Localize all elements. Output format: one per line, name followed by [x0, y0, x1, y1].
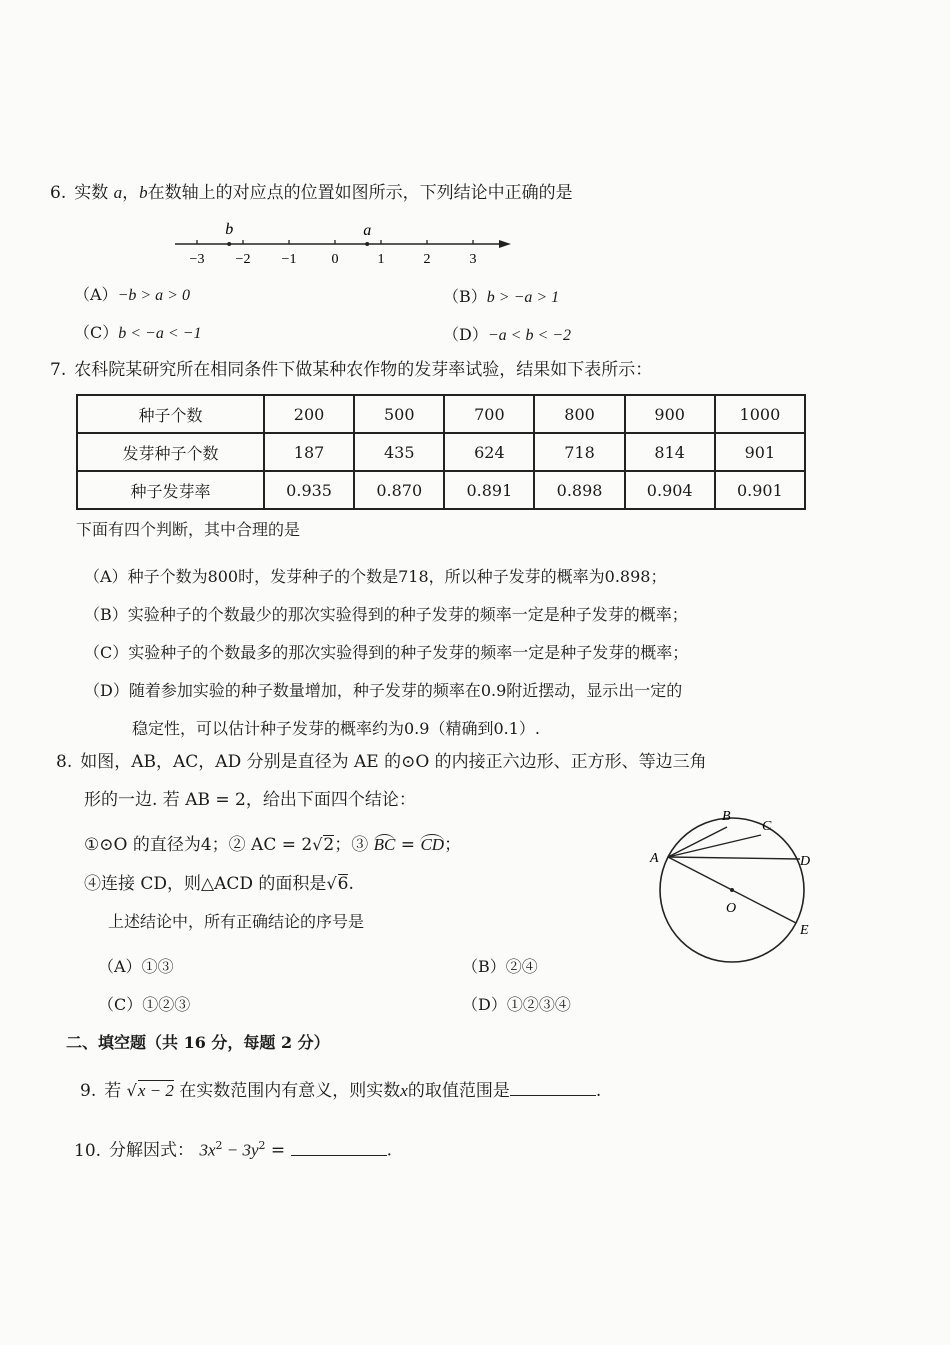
- q7-option-d[interactable]: （D）随着参加实验的种子数量增加，种子发芽的频率在0.9附近摆动，显示出一定的: [84, 681, 683, 700]
- table-cell: 1000: [715, 395, 805, 433]
- table-cell: 500: [354, 395, 444, 433]
- q6-option-b[interactable]: （B）b > −a > 1: [443, 287, 560, 306]
- q7-option-b[interactable]: （B）实验种子的个数最少的那次实验得到的种子发芽的频率一定是种子发芽的概率；: [84, 605, 688, 624]
- label-b: B: [722, 809, 731, 824]
- tick-label: 3: [469, 252, 477, 267]
- table-cell: 900: [625, 395, 715, 433]
- table-cell: 0.904: [625, 471, 715, 509]
- q9-answer-blank[interactable]: [510, 1095, 596, 1096]
- label-d: D: [800, 854, 811, 869]
- table-cell: 0.901: [715, 471, 805, 509]
- tick-label: 2: [423, 252, 431, 267]
- q8-option-b[interactable]: （B）②④: [462, 957, 538, 976]
- tick-label: 1: [377, 252, 385, 267]
- tick-label: 0: [331, 252, 339, 267]
- q8-option-a[interactable]: （A）①③: [98, 957, 174, 976]
- axis-arrow: [499, 240, 511, 248]
- row-header: 种子发芽率: [77, 471, 264, 509]
- label-e: E: [800, 923, 809, 938]
- q6-option-c[interactable]: （C）b < −a < −1: [74, 323, 202, 342]
- q8-option-c[interactable]: （C）①②③: [98, 995, 191, 1014]
- center-dot: [730, 888, 734, 892]
- chord-ad: [668, 857, 800, 859]
- q8-stem-line2: 形的一边. 若 AB = 2，给出下面四个结论：: [84, 790, 416, 810]
- q9-stem: 9. 若 √x − 2 在实数范围内有意义，则实数x的取值范围是 .: [80, 1081, 602, 1101]
- label-c: C: [762, 819, 772, 834]
- label-o: O: [726, 901, 737, 916]
- q6-number-line: [165, 215, 520, 270]
- table-cell: 200: [264, 395, 354, 433]
- table-cell: 800: [534, 395, 624, 433]
- table-row: [77, 471, 805, 509]
- q10-stem: 10. 分解因式： $3x^2 - 3y^2$ = .: [74, 1139, 392, 1161]
- q10-answer-blank[interactable]: [291, 1155, 387, 1156]
- row-header: 发芽种子个数: [77, 433, 264, 471]
- q7-option-c[interactable]: （C）实验种子的个数最多的那次实验得到的种子发芽的频率一定是种子发芽的概率；: [84, 643, 689, 662]
- tick-label: −1: [281, 252, 297, 267]
- tick-label: −2: [235, 252, 251, 267]
- q7-prompt: 下面有四个判断，其中合理的是: [76, 520, 301, 539]
- q8-conclusions-1-3: ①⊙O 的直径为4；② AC = 2√2；③ BC = CD；: [84, 835, 462, 855]
- q8-circle-figure: [640, 800, 830, 970]
- table-row: [77, 395, 805, 433]
- table-cell: 0.870: [354, 471, 444, 509]
- chord-ab: [668, 827, 727, 857]
- table-cell: 187: [264, 433, 354, 471]
- table-cell: 700: [444, 395, 534, 433]
- q6-option-d[interactable]: （D）−a < b < −2: [443, 325, 572, 344]
- point-a-marker: [365, 242, 369, 246]
- germination-table: [76, 394, 806, 510]
- q7-option-a[interactable]: （A）种子个数为800时，发芽种子的个数是718，所以种子发芽的概率为0.898；: [84, 567, 667, 586]
- table-cell: 624: [444, 433, 534, 471]
- q8-stem-line1: 8. 如图，AB，AC，AD 分别是直径为 AE 的⊙O 的内接正六边形、正方形、等边三角: [56, 752, 707, 772]
- table-row: [77, 433, 805, 471]
- q8-prompt: 上述结论中，所有正确结论的序号是: [108, 912, 365, 931]
- table-cell: 718: [534, 433, 624, 471]
- q8-conclusion-4: ④连接 CD，则△ACD 的面积是√6.: [84, 874, 354, 894]
- label-a: A: [650, 851, 659, 866]
- point-b-label: b: [225, 221, 234, 238]
- q8-option-d[interactable]: （D）①②③④: [462, 995, 571, 1014]
- table-cell: 0.898: [534, 471, 624, 509]
- section-2-title: 二、填空题（共 16 分，每题 2 分）: [66, 1033, 330, 1052]
- point-b-marker: [227, 242, 231, 246]
- q6-option-a[interactable]: （A）−b > a > 0: [74, 285, 190, 304]
- row-header: 种子个数: [77, 395, 264, 433]
- table-cell: 814: [625, 433, 715, 471]
- tick-label: −3: [189, 252, 205, 267]
- table-cell: 901: [715, 433, 805, 471]
- table-cell: 0.891: [444, 471, 534, 509]
- table-cell: 0.935: [264, 471, 354, 509]
- point-a-label: a: [363, 222, 372, 239]
- q6-stem: 6. 实数 a，b在数轴上的对应点的位置如图所示，下列结论中正确的是: [50, 183, 573, 203]
- q7-stem: 7. 农科院某研究所在相同条件下做某种农作物的发芽率试验，结果如下表所示：: [50, 360, 653, 380]
- table-cell: 435: [354, 433, 444, 471]
- q7-option-d-continued: 稳定性，可以估计种子发芽的概率约为0.9（精确到0.1）.: [132, 719, 540, 738]
